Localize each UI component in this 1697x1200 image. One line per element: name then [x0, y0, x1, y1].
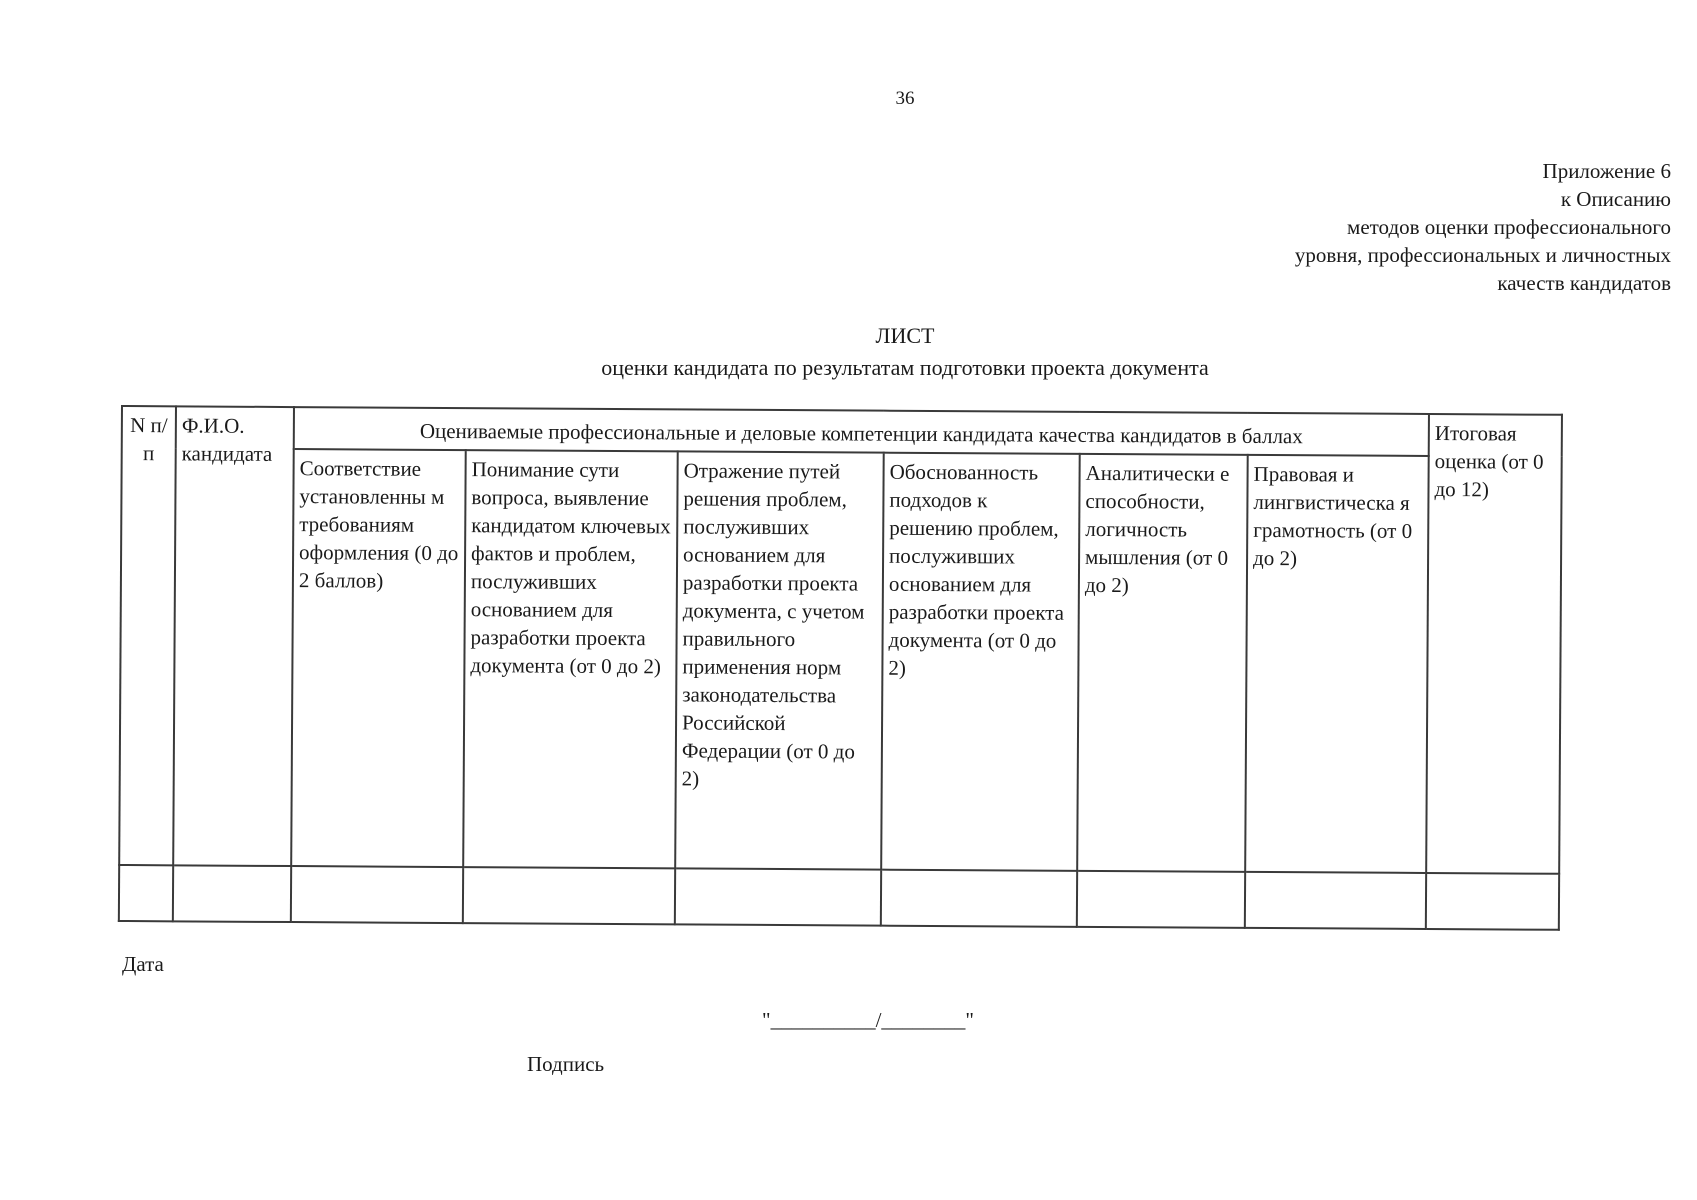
- header-criterion: Аналитически е способности, логичность мышления (от 0 до 2): [1077, 454, 1248, 872]
- header-criterion: Обоснованность подходов к решению проблем, послуживших основанием для разработки проекта документа (от 0 до 2): [881, 453, 1080, 871]
- appendix-line: качеств кандидатов: [1497, 271, 1671, 295]
- empty-cell[interactable]: [463, 867, 675, 924]
- empty-cell[interactable]: [1245, 872, 1426, 929]
- appendix-line: уровня, профессиональных и личностных: [1294, 243, 1671, 267]
- appendix-reference: [1295, 157, 1671, 297]
- appendix-line: к Описанию: [1560, 187, 1671, 211]
- empty-cell[interactable]: [1426, 873, 1559, 930]
- header-criterion: Правовая и лингвистическа я грамотность (от 0 до 2): [1245, 455, 1429, 873]
- empty-cell[interactable]: [881, 870, 1077, 927]
- appendix-line: Приложение 6: [1542, 159, 1671, 183]
- header-criterion: Соответствие установленны м требованиям оформления (0 до 2 баллов): [291, 449, 466, 867]
- appendix-line: методов оценки профессионального: [1347, 215, 1671, 239]
- header-total-score: Итоговая оценка (от 0 до 12): [1426, 414, 1562, 874]
- header-competencies-group: Оцениваемые профессиональные и деловые компетенции кандидата качества кандидатов в баллах: [294, 407, 1429, 456]
- page-number: 36: [895, 88, 915, 109]
- table-row: [119, 865, 1559, 930]
- empty-cell[interactable]: [119, 865, 173, 921]
- empty-cell[interactable]: [173, 865, 291, 922]
- empty-cell[interactable]: [291, 866, 463, 923]
- empty-cell[interactable]: [1077, 871, 1245, 928]
- header-candidate-name: Ф.И.О. кандидата: [173, 406, 294, 866]
- signature-line: "__________/________": [762, 1008, 974, 1032]
- date-label: Дата: [122, 952, 164, 976]
- empty-cell[interactable]: [675, 868, 881, 925]
- signature-label: Подпись: [527, 1052, 605, 1076]
- document-title: [0, 320, 1697, 384]
- table-criteria-row: [119, 448, 1562, 874]
- header-criterion: Отражение путей решения проблем, послуживших основанием для разработки проекта документа, с учетом правильного применения норм законодательства Российской Федерации (от 0 до 2): [675, 451, 884, 869]
- title-main: ЛИСТ: [875, 323, 935, 348]
- title-subtitle: оценки кандидата по результатам подготовки проекта документа: [601, 355, 1209, 380]
- header-number: N п/п: [119, 406, 176, 865]
- evaluation-table: [118, 405, 1563, 931]
- header-criterion: Понимание сути вопроса, выявление кандидатом ключевых фактов и проблем, послуживших основанием для разработки проекта документа (от 0 до 2): [463, 450, 678, 868]
